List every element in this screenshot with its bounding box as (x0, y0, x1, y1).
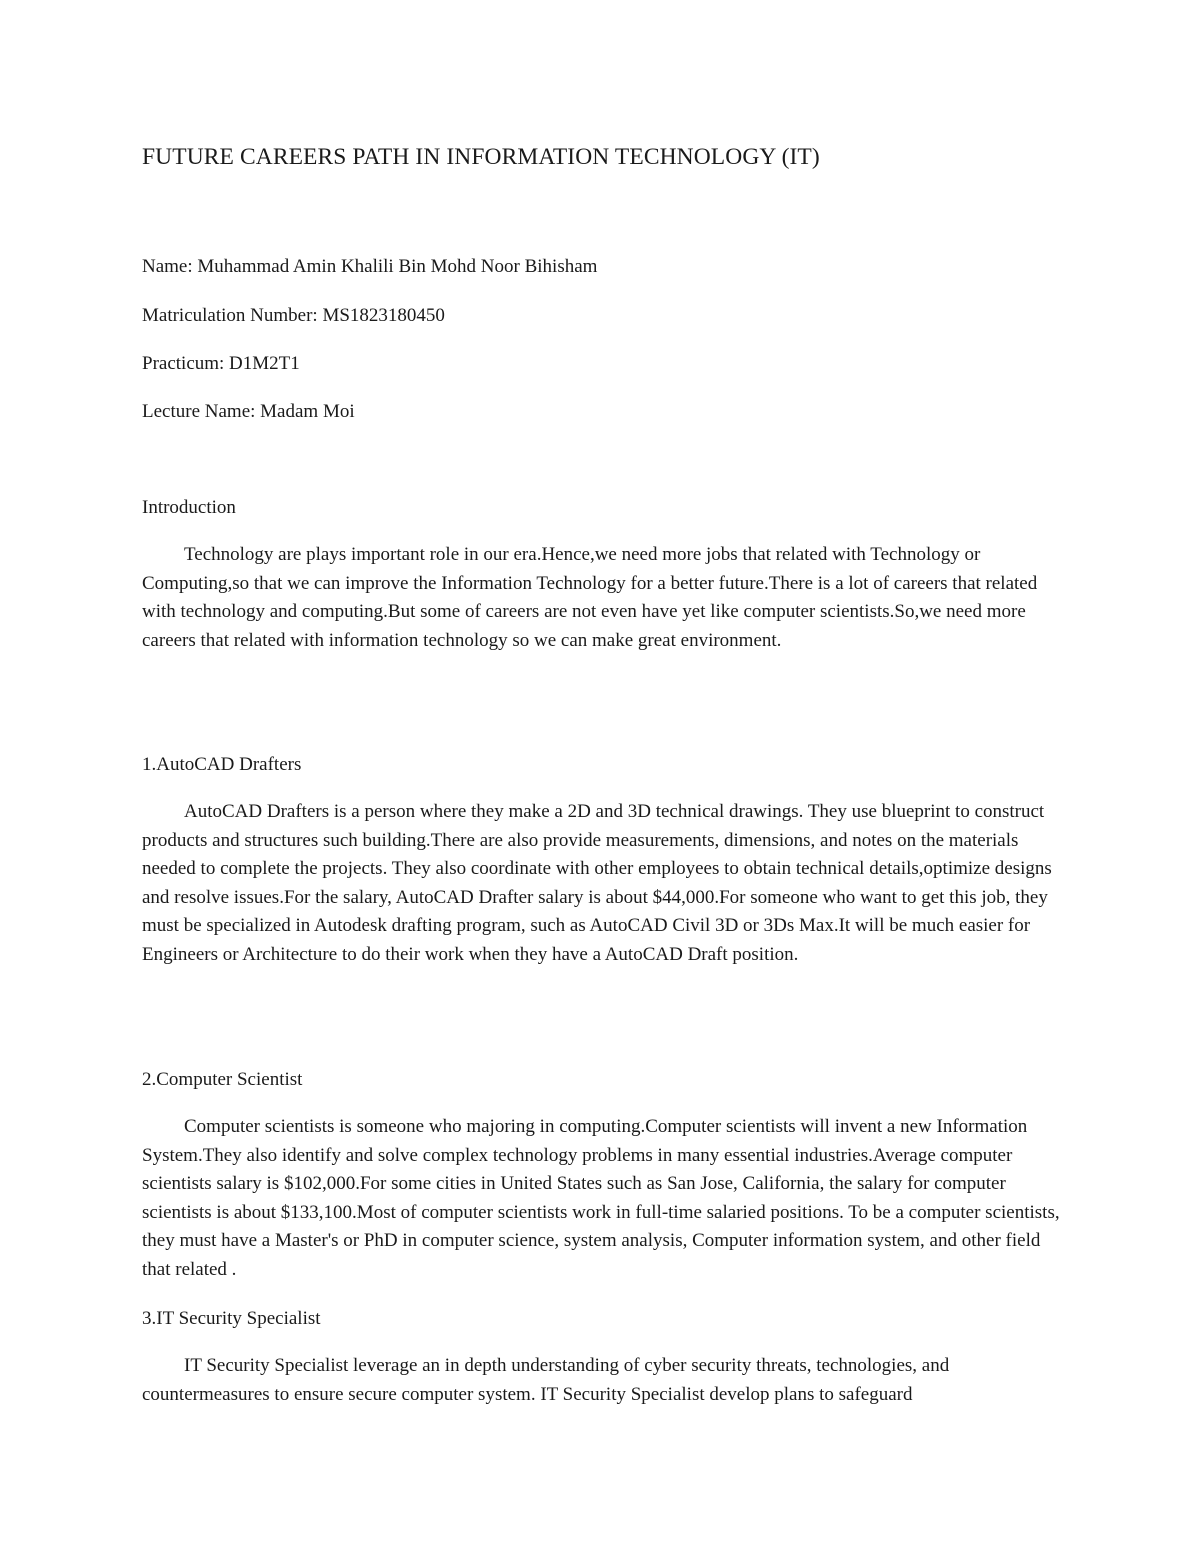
student-name: Name: Muhammad Amin Khalili Bin Mohd Noor Bihisham (142, 256, 598, 277)
section-heading-introduction: Introduction (142, 497, 236, 518)
document-title: FUTURE CAREERS PATH IN INFORMATION TECHNOLOGY (IT) (142, 144, 820, 170)
matriculation-number: Matriculation Number: MS1823180450 (142, 305, 445, 326)
section-body-it-security: IT Security Specialist leverage an in depth understanding of cyber security threats, technologies, and countermeasures to ensure secure computer system. IT Security Specialist develop plans to safeguard (142, 1355, 950, 1405)
practicum: Practicum: D1M2T1 (142, 353, 300, 374)
section-body-introduction: Technology are plays important role in our era.Hence,we need more jobs that related with Technology or Computing,so that we can improve the Information Technology for a better future.There is a lot of careers that related with technology and computing.But some of careers are not even have yet like computer scientists.So,we need more careers that related with information technology so we can make great environment. (142, 544, 1038, 651)
section-heading-autocad: 1.AutoCAD Drafters (142, 754, 302, 775)
lecture-name: Lecture Name: Madam Moi (142, 401, 355, 422)
section-heading-computer-scientist: 2.Computer Scientist (142, 1069, 303, 1090)
section-body-autocad: AutoCAD Drafters is a person where they make a 2D and 3D technical drawings. They use blueprint to construct products and structures such building.There are also provide measurements, dimensions, and notes on the materials needed to complete the projects. They also coordinate with other employees to obtain technical details,optimize designs and resolve issues.For the salary, AutoCAD Drafter salary is about $44,000.For someone who want to get this job, they must be specialized in Autodesk drafting program, such as AutoCAD Civil 3D or 3Ds Max.It will be much easier for Engineers or Architecture to do their work when they have a AutoCAD Draft position. (142, 801, 1052, 965)
section-heading-it-security: 3.IT Security Specialist (142, 1308, 321, 1329)
section-body-computer-scientist: Computer scientists is someone who majoring in computing.Computer scientists will invent a new Information System.They also identify and solve complex technology problems in many essential industries.Average computer scientists salary is $102,000.For some cities in United States such as San Jose, California, the salary for computer scientists is about $133,100.Most of computer scientists work in full-time salaried positions. To be a computer scientists, they must have a Master's or PhD in computer science, system analysis, Computer information system, and other field that related . (142, 1116, 1060, 1280)
